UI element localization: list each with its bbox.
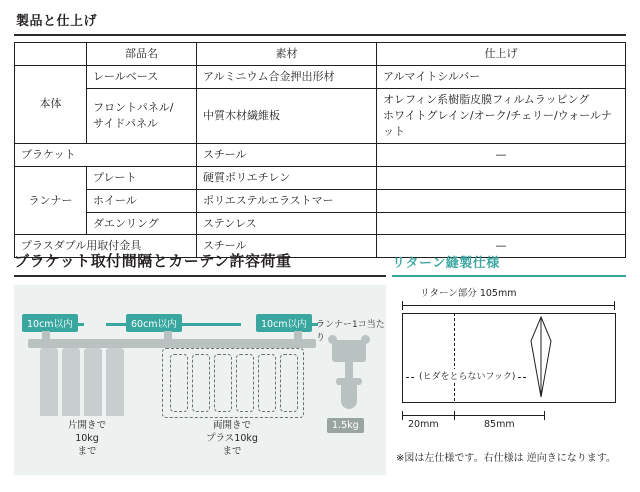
cell-material: ステンレス bbox=[197, 212, 377, 235]
cell-finish-line1: オレフィン系樹脂皮膜フィルムラッピング bbox=[383, 92, 590, 106]
runner-stem bbox=[345, 362, 353, 378]
header-finish: 仕上げ bbox=[377, 43, 626, 66]
table-row bbox=[15, 212, 626, 235]
cell-part bbox=[87, 88, 197, 143]
bracket-diagram bbox=[14, 285, 386, 475]
single-open-line2: 10kg bbox=[75, 432, 99, 444]
return-top-dim-tick-right bbox=[614, 301, 615, 310]
cell-finish-line2: ホワイトグレイン/オーク/チェリー/ウォールナット bbox=[383, 108, 613, 138]
curtain-pleat-dashed bbox=[258, 354, 276, 412]
return-top-dim-tick-left bbox=[402, 301, 403, 310]
curtain-pleat-dashed bbox=[192, 354, 210, 412]
curtain-pleat-dashed bbox=[236, 354, 254, 412]
hook-note: (ヒダをとらないフック) bbox=[416, 369, 518, 382]
header-material: 素材 bbox=[197, 43, 377, 66]
curtain-pleat bbox=[62, 348, 80, 416]
double-open-line2: プラス10kg bbox=[206, 432, 258, 444]
table-row bbox=[15, 65, 626, 88]
curtain-pleat-dashed bbox=[280, 354, 298, 412]
cell-finish bbox=[377, 189, 626, 212]
single-open-caption bbox=[52, 420, 122, 458]
runner-hook bbox=[336, 378, 362, 385]
cell-material: アルミニウム合金押出形材 bbox=[197, 65, 377, 88]
curtain-pleat-dashed bbox=[170, 354, 188, 412]
section2-rules bbox=[14, 275, 626, 277]
cell-material: スチール bbox=[197, 235, 377, 258]
row-group-runner: ランナー bbox=[15, 166, 87, 235]
dim-left-line bbox=[402, 415, 454, 416]
cell-part: レールベース bbox=[87, 65, 197, 88]
bracket-3 bbox=[294, 331, 302, 341]
hook-icon bbox=[524, 315, 558, 399]
row-group-body: 本体 bbox=[15, 65, 87, 143]
fold-line bbox=[454, 313, 455, 401]
return-sewing-diagram bbox=[394, 285, 626, 475]
table-row bbox=[15, 189, 626, 212]
tag-right-10cm: 10cm以内 bbox=[256, 314, 312, 332]
return-footnote: ※図は左仕様です。右仕様は 逆向きになります。 bbox=[396, 453, 616, 464]
table-row bbox=[15, 143, 626, 166]
double-open-line3: まで bbox=[222, 445, 242, 457]
curtain-pleat bbox=[84, 348, 102, 416]
return-top-dim-label: リターン部分 105mm bbox=[420, 288, 517, 299]
cell-finish bbox=[377, 212, 626, 235]
runner-wheel-right bbox=[361, 335, 370, 344]
spec-table bbox=[14, 42, 626, 258]
cell-finish: — bbox=[377, 143, 626, 166]
cell-finish bbox=[377, 88, 626, 143]
section2-title: ブラケット取付間隔とカーテン許容荷重 bbox=[14, 252, 292, 270]
section1-title: 製品と仕上げ bbox=[16, 14, 98, 29]
runner-wheel-left bbox=[328, 335, 337, 344]
row-group-plusdouble: プラスダブル用取付金具 bbox=[15, 235, 197, 258]
cell-finish: アルマイトシルバー bbox=[377, 65, 626, 88]
curtain-pleat bbox=[40, 348, 58, 416]
single-open-line1: 片開きで bbox=[67, 420, 106, 431]
tag-left-10cm: 10cm以内 bbox=[22, 314, 78, 332]
curtain-pleat bbox=[106, 348, 124, 416]
runner-body bbox=[332, 340, 366, 362]
cell-part: ダエンリング bbox=[87, 212, 197, 235]
fabric-panel bbox=[402, 313, 616, 403]
cell-part: ホイール bbox=[87, 189, 197, 212]
cell-material: スチール bbox=[197, 143, 377, 166]
section2-rule-left bbox=[14, 275, 386, 277]
header-part-name: 部品名 bbox=[87, 43, 197, 66]
curtain-rail bbox=[28, 339, 316, 348]
double-open-line1: 両開きで bbox=[212, 420, 251, 431]
cell-material: 硬質ポリエチレン bbox=[197, 166, 377, 189]
dim-left-tick-a bbox=[402, 411, 403, 420]
cell-finish bbox=[377, 166, 626, 189]
cell-part: プレート bbox=[87, 166, 197, 189]
curtain-pleat-dashed bbox=[214, 354, 232, 412]
cell-material: ポリエステルエラストマー bbox=[197, 189, 377, 212]
return-top-dim-line bbox=[402, 305, 614, 306]
dim-right-label: 85mm bbox=[484, 419, 515, 430]
runner-weight-shape bbox=[341, 385, 357, 409]
section2 bbox=[14, 250, 626, 475]
diagram-panel bbox=[14, 285, 626, 475]
section2-rule-right bbox=[392, 275, 626, 277]
table-row bbox=[15, 166, 626, 189]
section2-title-right: リターン縫製仕様 bbox=[392, 256, 500, 271]
dim-left-label: 20mm bbox=[408, 419, 439, 430]
section2-headings bbox=[14, 250, 626, 275]
dim-right-line bbox=[454, 415, 544, 416]
double-open-caption bbox=[184, 420, 280, 458]
bracket-2 bbox=[164, 331, 172, 341]
bracket-1 bbox=[42, 331, 50, 341]
section1-rule bbox=[14, 34, 626, 36]
cell-part-line1: フロントパネル/ bbox=[93, 100, 174, 114]
runner-caption: ランナー1コ当たり bbox=[316, 320, 385, 343]
single-open-line3: まで bbox=[77, 445, 97, 457]
dim-right-tick bbox=[544, 411, 545, 420]
row-group-bracket: ブラケット bbox=[15, 143, 197, 166]
header-blank bbox=[15, 43, 87, 66]
table-row bbox=[15, 88, 626, 143]
cell-material: 中質木材繊維板 bbox=[197, 88, 377, 143]
cell-part-line2: サイドパネル bbox=[93, 116, 159, 130]
table-header-row bbox=[15, 43, 626, 66]
cell-finish: — bbox=[377, 235, 626, 258]
runner-weight-label: 1.5kg bbox=[327, 418, 364, 433]
tag-mid-60cm: 60cm以内 bbox=[126, 314, 182, 332]
